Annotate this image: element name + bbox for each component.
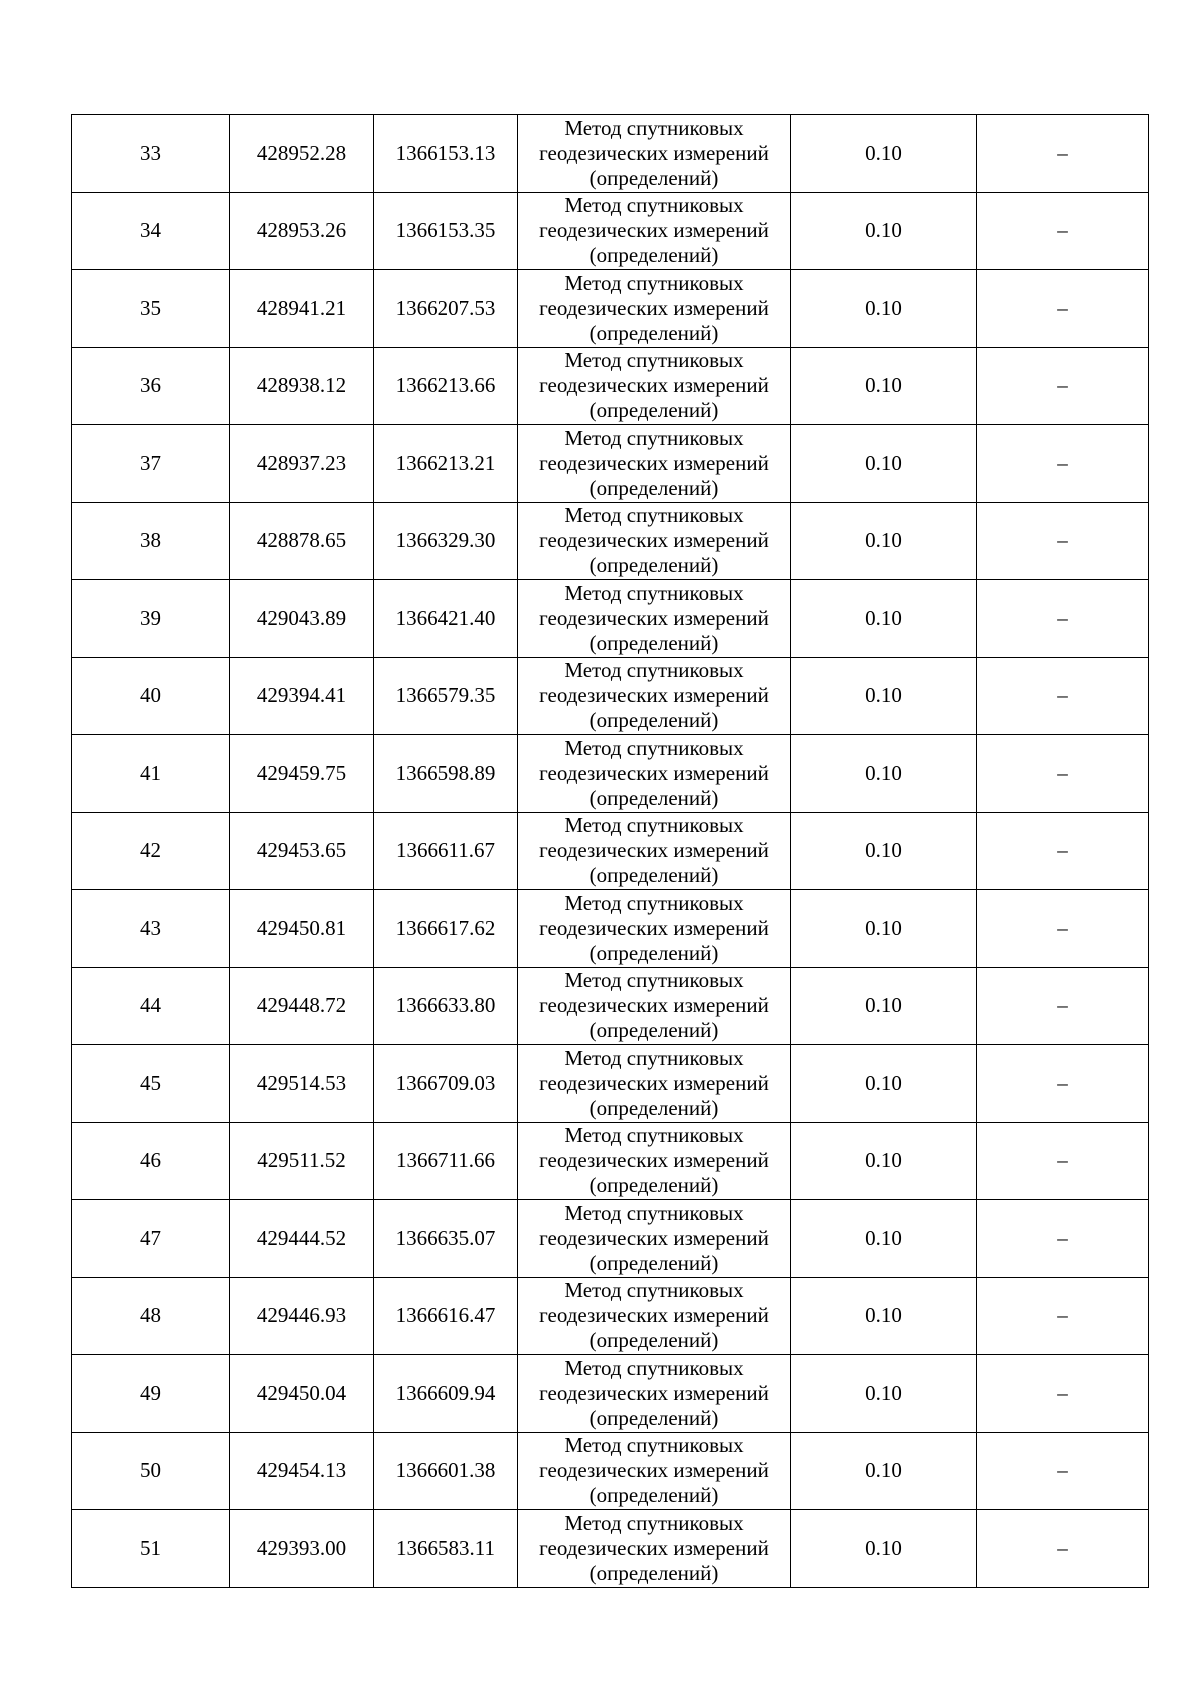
method-cell bbox=[518, 425, 791, 503]
method-line: геодезических измерений bbox=[539, 528, 769, 553]
accuracy-cell: 0.10 bbox=[791, 1432, 977, 1510]
method-line: геодезических измерений bbox=[539, 218, 769, 243]
coordinates-table bbox=[71, 114, 1149, 1588]
method-line: Метод спутниковых bbox=[564, 658, 744, 683]
method-line: геодезических измерений bbox=[539, 1225, 769, 1250]
y-coordinate-cell: 1366213.21 bbox=[374, 425, 518, 503]
point-number-cell: 48 bbox=[72, 1277, 230, 1355]
accuracy-cell: 0.10 bbox=[791, 270, 977, 348]
method-line: (определений) bbox=[589, 785, 719, 810]
note-cell: – bbox=[977, 192, 1149, 270]
method-cell bbox=[518, 580, 791, 658]
y-coordinate-cell: 1366633.80 bbox=[374, 967, 518, 1045]
y-coordinate-cell: 1366601.38 bbox=[374, 1432, 518, 1510]
method-cell bbox=[518, 1432, 791, 1510]
x-coordinate-cell: 429450.81 bbox=[230, 890, 374, 968]
method-line: Метод спутниковых bbox=[564, 115, 744, 140]
note-cell: – bbox=[977, 580, 1149, 658]
accuracy-cell: 0.10 bbox=[791, 657, 977, 735]
point-number-cell: 40 bbox=[72, 657, 230, 735]
x-coordinate-cell: 429393.00 bbox=[230, 1510, 374, 1588]
point-number-cell: 34 bbox=[72, 192, 230, 270]
accuracy-cell: 0.10 bbox=[791, 425, 977, 503]
method-cell bbox=[518, 1122, 791, 1200]
table-row bbox=[72, 812, 1149, 890]
method-line: (определений) bbox=[589, 1250, 719, 1275]
method-line: геодезических измерений bbox=[539, 1380, 769, 1405]
method-line: Метод спутниковых bbox=[564, 1123, 744, 1148]
method-line: Метод спутниковых bbox=[564, 890, 744, 915]
method-cell bbox=[518, 1200, 791, 1278]
method-cell bbox=[518, 1277, 791, 1355]
point-number-cell: 44 bbox=[72, 967, 230, 1045]
method-cell bbox=[518, 657, 791, 735]
y-coordinate-cell: 1366635.07 bbox=[374, 1200, 518, 1278]
y-coordinate-cell: 1366207.53 bbox=[374, 270, 518, 348]
point-number-cell: 50 bbox=[72, 1432, 230, 1510]
x-coordinate-cell: 428937.23 bbox=[230, 425, 374, 503]
accuracy-cell: 0.10 bbox=[791, 580, 977, 658]
method-cell bbox=[518, 735, 791, 813]
note-cell: – bbox=[977, 1045, 1149, 1123]
method-line: Метод спутниковых bbox=[564, 735, 744, 760]
method-line: Метод спутниковых bbox=[564, 1433, 744, 1458]
x-coordinate-cell: 429459.75 bbox=[230, 735, 374, 813]
x-coordinate-cell: 428941.21 bbox=[230, 270, 374, 348]
x-coordinate-cell: 429450.04 bbox=[230, 1355, 374, 1433]
y-coordinate-cell: 1366583.11 bbox=[374, 1510, 518, 1588]
method-line: геодезических измерений bbox=[539, 1535, 769, 1560]
note-cell: – bbox=[977, 1355, 1149, 1433]
method-line: геодезических измерений bbox=[539, 295, 769, 320]
method-line: Метод спутниковых bbox=[564, 348, 744, 373]
table-row bbox=[72, 1045, 1149, 1123]
method-line: геодезических измерений bbox=[539, 450, 769, 475]
method-line: Метод спутниковых bbox=[564, 1045, 744, 1070]
method-cell bbox=[518, 1510, 791, 1588]
x-coordinate-cell: 429043.89 bbox=[230, 580, 374, 658]
method-line: (определений) bbox=[589, 1328, 719, 1353]
method-line: геодезических измерений bbox=[539, 915, 769, 940]
table-row bbox=[72, 1277, 1149, 1355]
method-line: Метод спутниковых bbox=[564, 503, 744, 528]
method-line: (определений) bbox=[589, 1560, 719, 1585]
y-coordinate-cell: 1366153.35 bbox=[374, 192, 518, 270]
point-number-cell: 51 bbox=[72, 1510, 230, 1588]
method-line: Метод спутниковых bbox=[564, 1355, 744, 1380]
table-row bbox=[72, 502, 1149, 580]
method-line: геодезических измерений bbox=[539, 1458, 769, 1483]
point-number-cell: 47 bbox=[72, 1200, 230, 1278]
method-line: (определений) bbox=[589, 243, 719, 268]
note-cell: – bbox=[977, 1432, 1149, 1510]
point-number-cell: 41 bbox=[72, 735, 230, 813]
table-row bbox=[72, 890, 1149, 968]
table-row bbox=[72, 1510, 1149, 1588]
note-cell: – bbox=[977, 1200, 1149, 1278]
method-cell bbox=[518, 502, 791, 580]
method-line: Метод спутниковых bbox=[564, 580, 744, 605]
method-line: (определений) bbox=[589, 1405, 719, 1430]
table-row bbox=[72, 347, 1149, 425]
method-cell bbox=[518, 1355, 791, 1433]
x-coordinate-cell: 429453.65 bbox=[230, 812, 374, 890]
y-coordinate-cell: 1366617.62 bbox=[374, 890, 518, 968]
point-number-cell: 39 bbox=[72, 580, 230, 658]
table-row bbox=[72, 657, 1149, 735]
method-line: (определений) bbox=[589, 320, 719, 345]
table-row bbox=[72, 425, 1149, 503]
accuracy-cell: 0.10 bbox=[791, 1200, 977, 1278]
method-line: Метод спутниковых bbox=[564, 193, 744, 218]
point-number-cell: 35 bbox=[72, 270, 230, 348]
accuracy-cell: 0.10 bbox=[791, 735, 977, 813]
method-line: геодезических измерений bbox=[539, 373, 769, 398]
note-cell: – bbox=[977, 425, 1149, 503]
x-coordinate-cell: 428938.12 bbox=[230, 347, 374, 425]
y-coordinate-cell: 1366579.35 bbox=[374, 657, 518, 735]
method-line: (определений) bbox=[589, 475, 719, 500]
accuracy-cell: 0.10 bbox=[791, 1122, 977, 1200]
method-line: геодезических измерений bbox=[539, 140, 769, 165]
y-coordinate-cell: 1366609.94 bbox=[374, 1355, 518, 1433]
x-coordinate-cell: 429444.52 bbox=[230, 1200, 374, 1278]
coordinates-table-body bbox=[72, 115, 1149, 1588]
method-line: Метод спутниковых bbox=[564, 270, 744, 295]
table-row bbox=[72, 1122, 1149, 1200]
note-cell: – bbox=[977, 115, 1149, 193]
y-coordinate-cell: 1366153.13 bbox=[374, 115, 518, 193]
method-line: (определений) bbox=[589, 553, 719, 578]
accuracy-cell: 0.10 bbox=[791, 192, 977, 270]
x-coordinate-cell: 428878.65 bbox=[230, 502, 374, 580]
x-coordinate-cell: 429511.52 bbox=[230, 1122, 374, 1200]
x-coordinate-cell: 429448.72 bbox=[230, 967, 374, 1045]
method-line: (определений) bbox=[589, 1018, 719, 1043]
y-coordinate-cell: 1366598.89 bbox=[374, 735, 518, 813]
note-cell: – bbox=[977, 347, 1149, 425]
method-line: (определений) bbox=[589, 1095, 719, 1120]
point-number-cell: 46 bbox=[72, 1122, 230, 1200]
table-row bbox=[72, 967, 1149, 1045]
method-line: Метод спутниковых bbox=[564, 1200, 744, 1225]
method-cell bbox=[518, 812, 791, 890]
table-row bbox=[72, 1355, 1149, 1433]
note-cell: – bbox=[977, 657, 1149, 735]
note-cell: – bbox=[977, 812, 1149, 890]
x-coordinate-cell: 429394.41 bbox=[230, 657, 374, 735]
point-number-cell: 38 bbox=[72, 502, 230, 580]
note-cell: – bbox=[977, 890, 1149, 968]
note-cell: – bbox=[977, 735, 1149, 813]
accuracy-cell: 0.10 bbox=[791, 1510, 977, 1588]
method-cell bbox=[518, 115, 791, 193]
method-line: Метод спутниковых bbox=[564, 968, 744, 993]
x-coordinate-cell: 429446.93 bbox=[230, 1277, 374, 1355]
table-row bbox=[72, 1200, 1149, 1278]
table-row bbox=[72, 115, 1149, 193]
point-number-cell: 45 bbox=[72, 1045, 230, 1123]
method-cell bbox=[518, 347, 791, 425]
method-line: (определений) bbox=[589, 165, 719, 190]
note-cell: – bbox=[977, 270, 1149, 348]
note-cell: – bbox=[977, 502, 1149, 580]
accuracy-cell: 0.10 bbox=[791, 1045, 977, 1123]
accuracy-cell: 0.10 bbox=[791, 115, 977, 193]
method-cell bbox=[518, 890, 791, 968]
method-line: (определений) bbox=[589, 630, 719, 655]
accuracy-cell: 0.10 bbox=[791, 1355, 977, 1433]
method-line: Метод спутниковых bbox=[564, 1510, 744, 1535]
table-row bbox=[72, 270, 1149, 348]
y-coordinate-cell: 1366711.66 bbox=[374, 1122, 518, 1200]
y-coordinate-cell: 1366611.67 bbox=[374, 812, 518, 890]
method-line: геодезических измерений bbox=[539, 838, 769, 863]
method-line: геодезических измерений bbox=[539, 993, 769, 1018]
table-row bbox=[72, 1432, 1149, 1510]
method-line: (определений) bbox=[589, 863, 719, 888]
accuracy-cell: 0.10 bbox=[791, 890, 977, 968]
y-coordinate-cell: 1366213.66 bbox=[374, 347, 518, 425]
y-coordinate-cell: 1366421.40 bbox=[374, 580, 518, 658]
note-cell: – bbox=[977, 1122, 1149, 1200]
method-line: геодезических измерений bbox=[539, 1148, 769, 1173]
method-line: (определений) bbox=[589, 1173, 719, 1198]
y-coordinate-cell: 1366329.30 bbox=[374, 502, 518, 580]
accuracy-cell: 0.10 bbox=[791, 1277, 977, 1355]
method-line: Метод спутниковых bbox=[564, 425, 744, 450]
method-line: Метод спутниковых bbox=[564, 813, 744, 838]
method-line: Метод спутниковых bbox=[564, 1278, 744, 1303]
accuracy-cell: 0.10 bbox=[791, 967, 977, 1045]
accuracy-cell: 0.10 bbox=[791, 812, 977, 890]
y-coordinate-cell: 1366616.47 bbox=[374, 1277, 518, 1355]
point-number-cell: 36 bbox=[72, 347, 230, 425]
point-number-cell: 42 bbox=[72, 812, 230, 890]
method-line: (определений) bbox=[589, 398, 719, 423]
method-line: (определений) bbox=[589, 708, 719, 733]
point-number-cell: 37 bbox=[72, 425, 230, 503]
x-coordinate-cell: 428953.26 bbox=[230, 192, 374, 270]
x-coordinate-cell: 429454.13 bbox=[230, 1432, 374, 1510]
note-cell: – bbox=[977, 967, 1149, 1045]
method-cell bbox=[518, 1045, 791, 1123]
point-number-cell: 33 bbox=[72, 115, 230, 193]
method-cell bbox=[518, 967, 791, 1045]
method-line: геодезических измерений bbox=[539, 683, 769, 708]
method-line: геодезических измерений bbox=[539, 1070, 769, 1095]
method-cell bbox=[518, 270, 791, 348]
method-line: (определений) bbox=[589, 1483, 719, 1508]
point-number-cell: 49 bbox=[72, 1355, 230, 1433]
note-cell: – bbox=[977, 1277, 1149, 1355]
point-number-cell: 43 bbox=[72, 890, 230, 968]
method-line: (определений) bbox=[589, 940, 719, 965]
method-line: геодезических измерений bbox=[539, 605, 769, 630]
note-cell: – bbox=[977, 1510, 1149, 1588]
table-row bbox=[72, 735, 1149, 813]
table-row bbox=[72, 192, 1149, 270]
x-coordinate-cell: 428952.28 bbox=[230, 115, 374, 193]
x-coordinate-cell: 429514.53 bbox=[230, 1045, 374, 1123]
accuracy-cell: 0.10 bbox=[791, 347, 977, 425]
method-cell bbox=[518, 192, 791, 270]
table-row bbox=[72, 580, 1149, 658]
accuracy-cell: 0.10 bbox=[791, 502, 977, 580]
method-line: геодезических измерений bbox=[539, 1303, 769, 1328]
y-coordinate-cell: 1366709.03 bbox=[374, 1045, 518, 1123]
method-line: геодезических измерений bbox=[539, 760, 769, 785]
